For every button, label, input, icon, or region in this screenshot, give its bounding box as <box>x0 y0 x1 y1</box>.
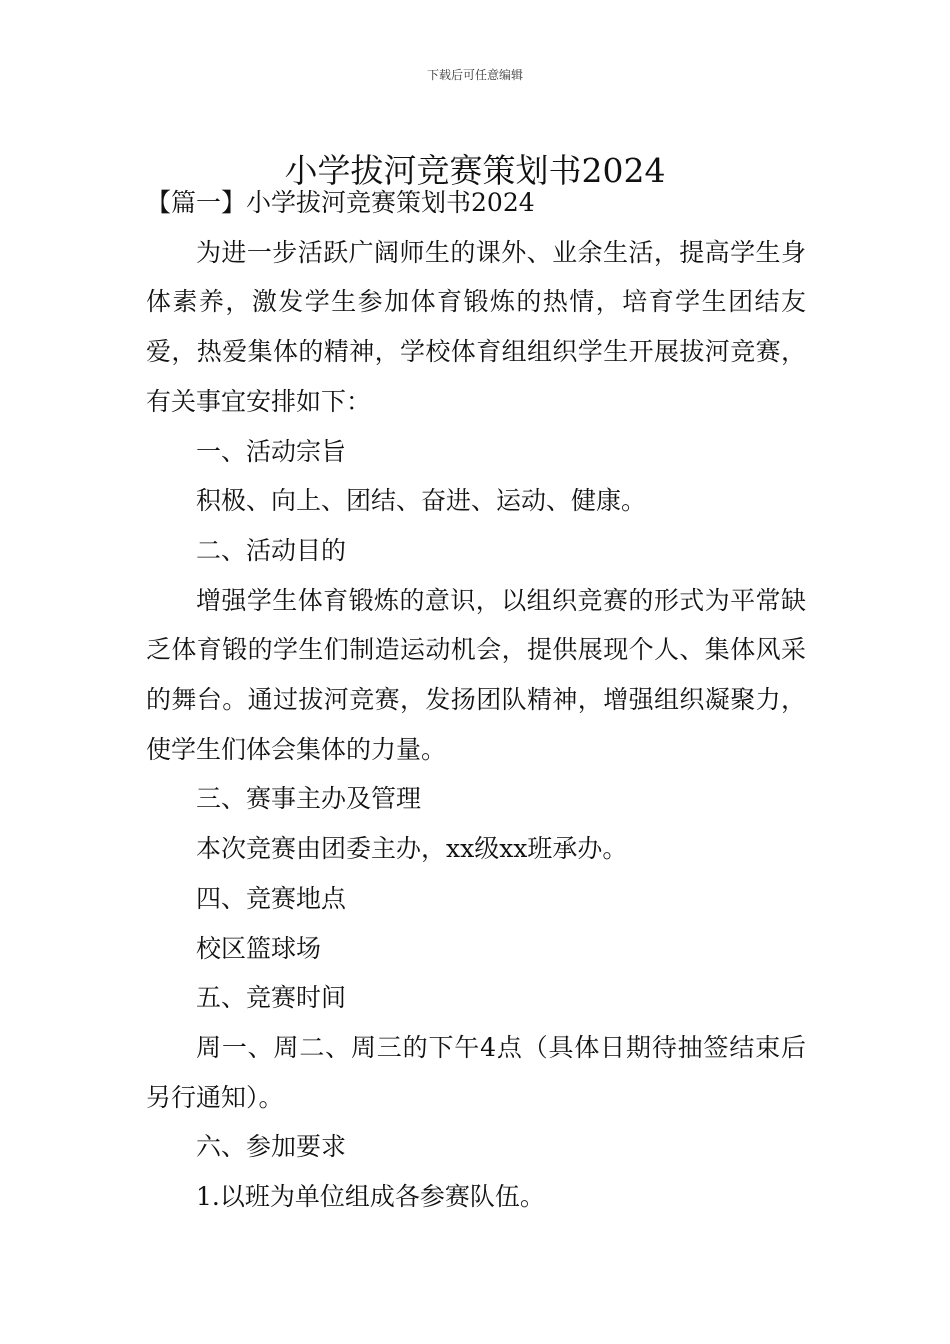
venue-paragraph: 校区篮球场 <box>196 933 322 963</box>
intro-paragraph: 为进一步活跃广阔师生的课外、业余生活，提高学生身体素养，激发学生参加体育锻炼的热情，培育学生团结友爱，热爱集体的精神，学校体育组组织学生开展拔河竞赛，有关事宜安排如下： <box>146 237 806 416</box>
heading-requirements: 六、参加要求 <box>196 1132 347 1162</box>
time-paragraph: 周一、周二、周三的下午4点（具体日期待抽签结束后另行通知）。 <box>146 1032 806 1112</box>
goal-paragraph: 增强学生体育锻炼的意识，以组织竞赛的形式为平常缺乏体育锻的学生们制造运动机会，提供展现个人、集体风采的舞台。通过拔河竞赛，发扬团队精神，增强组织凝聚力，使学生们体会集体的力量。 <box>146 585 806 764</box>
heading-organizer: 三、赛事主办及管理 <box>196 784 422 814</box>
document-title: 小学拔河竞赛策划书2024 <box>284 151 666 191</box>
heading-purpose: 一、活动宗旨 <box>196 436 347 466</box>
heading-goal: 二、活动目的 <box>196 535 347 565</box>
requirements-item-1: 1.以班为单位组成各参赛队伍。 <box>196 1182 545 1212</box>
heading-venue: 四、竞赛地点 <box>196 883 347 913</box>
purpose-paragraph: 积极、向上、团结、奋进、运动、健康。 <box>196 486 647 516</box>
organizer-paragraph: 本次竞赛由团委主办，xx级xx班承办。 <box>196 834 628 864</box>
heading-time: 五、竞赛时间 <box>196 983 347 1013</box>
document-body <box>146 178 806 1222</box>
header-note: 下载后可任意编辑 <box>426 68 523 82</box>
section-heading: 【篇一】小学拔河竞赛策划书2024 <box>146 188 535 217</box>
